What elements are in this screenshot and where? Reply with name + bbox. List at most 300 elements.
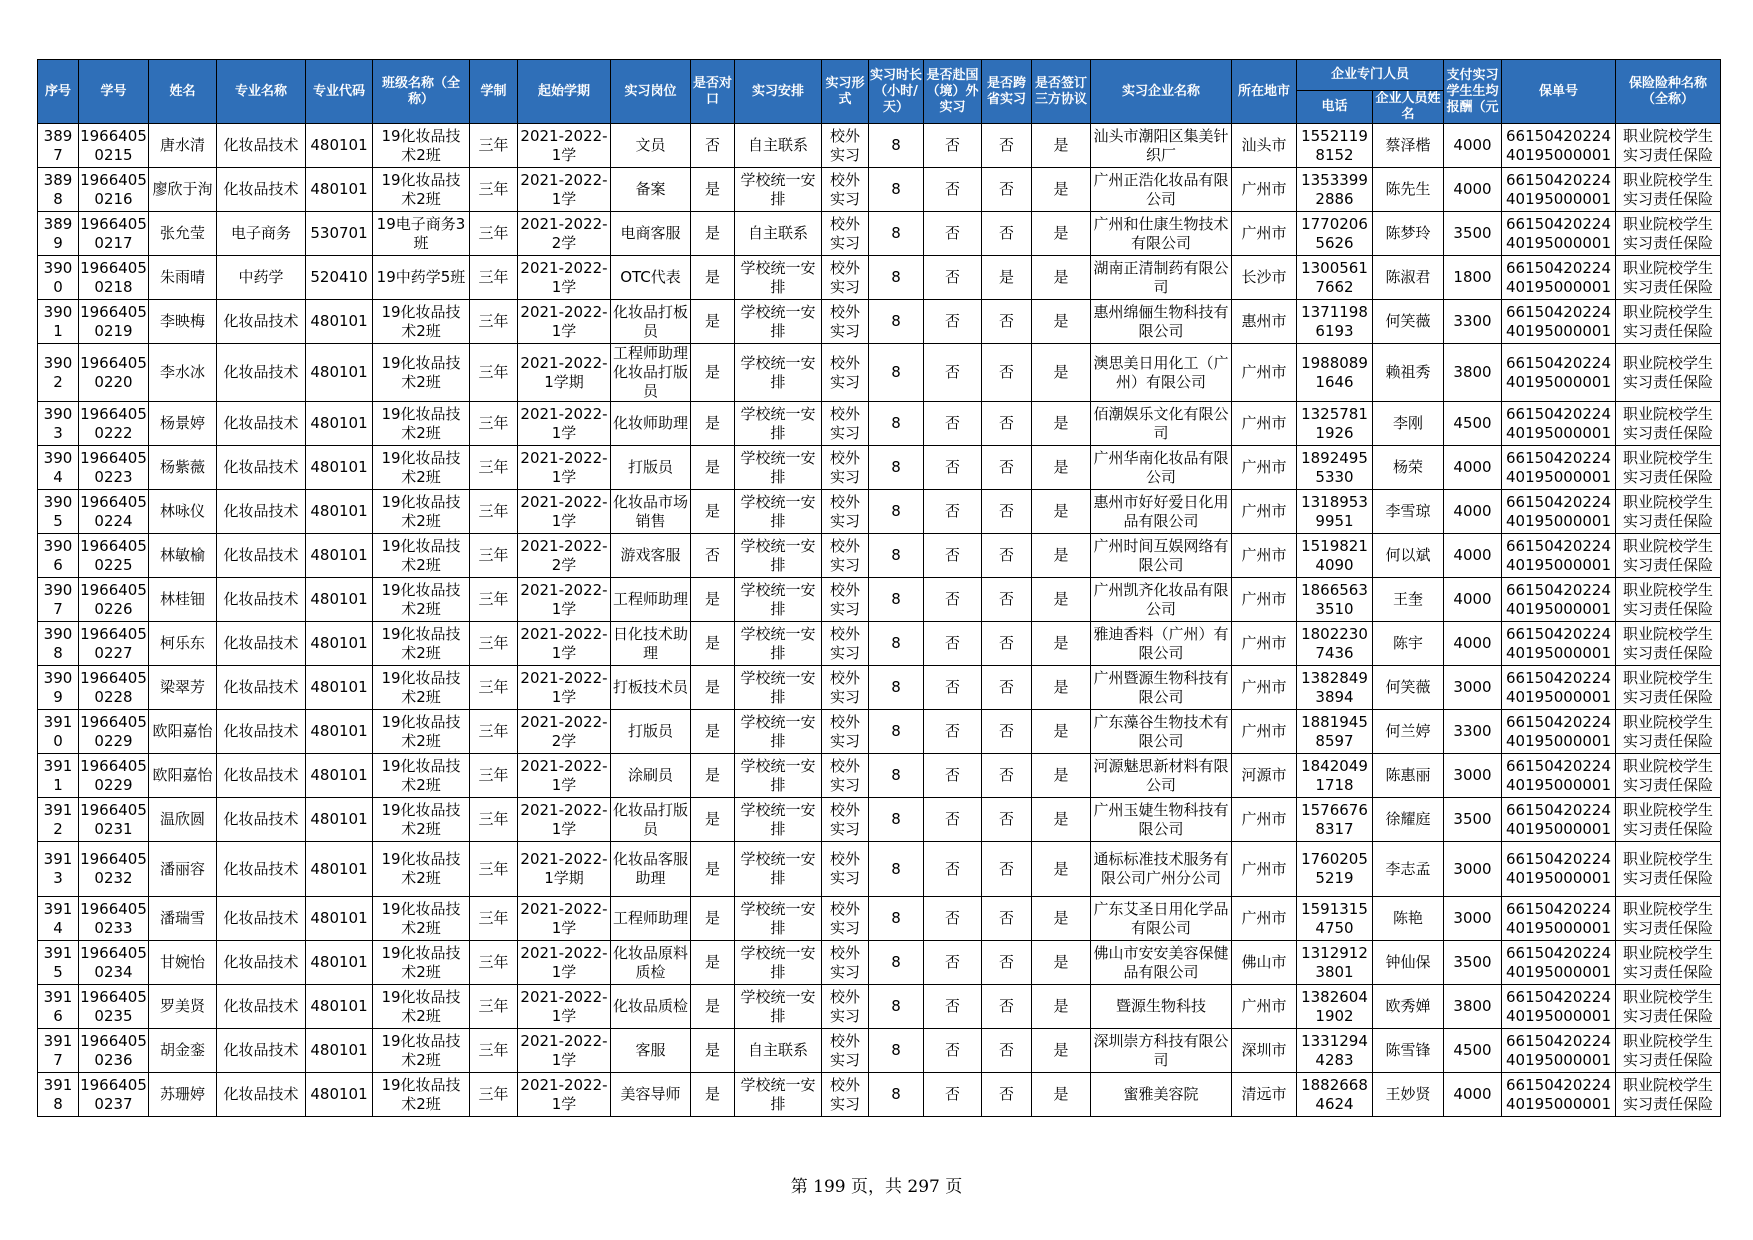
cell-class-name: 19化妆品技术2班 — [373, 622, 470, 666]
cell-start-term: 2021-2022-1学 — [518, 897, 611, 941]
cell-pay: 4000 — [1444, 1073, 1502, 1117]
cell-duration: 三年 — [470, 897, 518, 941]
cell-seq: 3918 — [38, 1073, 79, 1117]
cell-matched: 是 — [691, 578, 735, 622]
cell-class-name: 19化妆品技术2班 — [373, 897, 470, 941]
cell-company: 佰潮娱乐文化有限公司 — [1091, 402, 1232, 446]
cell-pay: 4000 — [1444, 168, 1502, 212]
cell-contact-name: 钟仙保 — [1373, 941, 1444, 985]
cell-tripartite: 是 — [1032, 622, 1091, 666]
cell-insurance: 职业院校学生实习责任保险 — [1616, 622, 1721, 666]
cell-phone: 18420491718 — [1297, 754, 1373, 798]
header-position: 实习岗位 — [611, 60, 691, 124]
table-row — [38, 666, 1721, 710]
cell-insurance: 职业院校学生实习责任保险 — [1616, 344, 1721, 402]
table-row — [38, 212, 1721, 256]
cell-phone: 13828493894 — [1297, 666, 1373, 710]
header-start-term: 起始学期 — [518, 60, 611, 124]
cell-company: 汕头市潮阳区集美针织厂 — [1091, 124, 1232, 168]
table-row — [38, 402, 1721, 446]
cell-form: 校外实习 — [822, 446, 869, 490]
cell-phone: 18819458597 — [1297, 710, 1373, 754]
cell-city: 广州市 — [1232, 402, 1297, 446]
cell-insurance: 职业院校学生实习责任保险 — [1616, 1073, 1721, 1117]
cell-name: 欧阳嘉怡 — [149, 710, 217, 754]
cell-start-term: 2021-2022-1学 — [518, 490, 611, 534]
cell-company: 深圳崇方科技有限公司 — [1091, 1029, 1232, 1073]
cell-form: 校外实习 — [822, 985, 869, 1029]
cell-tripartite: 是 — [1032, 212, 1091, 256]
cell-company: 通标标准技术服务有限公司广州分公司 — [1091, 842, 1232, 897]
cell-pay: 4500 — [1444, 402, 1502, 446]
header-abroad: 是否赴国（境）外实习 — [924, 60, 982, 124]
cell-student-id: 19664050234 — [79, 941, 149, 985]
cell-cross-province: 否 — [982, 666, 1032, 710]
header-pay: 支付实习学生生均报酬（元 — [1444, 60, 1502, 124]
cell-insurance: 职业院校学生实习责任保险 — [1616, 446, 1721, 490]
cell-hours: 8 — [869, 622, 924, 666]
table-row — [38, 754, 1721, 798]
cell-company: 河源魅思新材料有限公司 — [1091, 754, 1232, 798]
cell-form: 校外实习 — [822, 212, 869, 256]
cell-duration: 三年 — [470, 1073, 518, 1117]
cell-cross-province: 否 — [982, 212, 1032, 256]
cell-student-id: 19664050229 — [79, 710, 149, 754]
cell-arrangement: 学校统一安排 — [735, 490, 822, 534]
cell-cross-province: 否 — [982, 622, 1032, 666]
cell-student-id: 19664050220 — [79, 344, 149, 402]
cell-major-code: 480101 — [306, 798, 373, 842]
cell-cross-province: 否 — [982, 490, 1032, 534]
cell-contact-name: 陈梦玲 — [1373, 212, 1444, 256]
cell-seq: 3914 — [38, 897, 79, 941]
cell-insurance: 职业院校学生实习责任保险 — [1616, 578, 1721, 622]
cell-cross-province: 否 — [982, 1029, 1032, 1073]
cell-student-id: 19664050218 — [79, 256, 149, 300]
cell-major-name: 化妆品技术 — [217, 344, 306, 402]
cell-company: 澳思美日用化工（广州）有限公司 — [1091, 344, 1232, 402]
cell-phone: 18826684624 — [1297, 1073, 1373, 1117]
cell-start-term: 2021-2022-2学 — [518, 710, 611, 754]
cell-major-name: 化妆品技术 — [217, 941, 306, 985]
cell-major-name: 电子商务 — [217, 212, 306, 256]
cell-seq: 3898 — [38, 168, 79, 212]
cell-seq: 3917 — [38, 1029, 79, 1073]
cell-insurance: 职业院校学生实习责任保险 — [1616, 168, 1721, 212]
cell-matched: 是 — [691, 256, 735, 300]
cell-student-id: 19664050224 — [79, 490, 149, 534]
cell-matched: 是 — [691, 490, 735, 534]
cell-duration: 三年 — [470, 124, 518, 168]
cell-hours: 8 — [869, 666, 924, 710]
cell-student-id: 19664050223 — [79, 446, 149, 490]
cell-class-name: 19化妆品技术2班 — [373, 1073, 470, 1117]
cell-arrangement: 自主联系 — [735, 124, 822, 168]
cell-company: 广东艾圣日用化学品有限公司 — [1091, 897, 1232, 941]
cell-abroad: 否 — [924, 446, 982, 490]
cell-hours: 8 — [869, 168, 924, 212]
cell-city: 广州市 — [1232, 490, 1297, 534]
header-major-name: 专业名称 — [217, 60, 306, 124]
cell-matched: 是 — [691, 897, 735, 941]
cell-position: 打板技术员 — [611, 666, 691, 710]
cell-start-term: 2021-2022-2学 — [518, 534, 611, 578]
cell-city: 清远市 — [1232, 1073, 1297, 1117]
cell-arrangement: 学校统一安排 — [735, 941, 822, 985]
cell-class-name: 19化妆品技术2班 — [373, 446, 470, 490]
cell-contact-name: 赖祖秀 — [1373, 344, 1444, 402]
cell-cross-province: 否 — [982, 446, 1032, 490]
cell-class-name: 19化妆品技术2班 — [373, 941, 470, 985]
table-row — [38, 842, 1721, 897]
cell-tripartite: 是 — [1032, 446, 1091, 490]
cell-position: 化妆品质检 — [611, 985, 691, 1029]
cell-hours: 8 — [869, 842, 924, 897]
cell-major-name: 化妆品技术 — [217, 300, 306, 344]
cell-student-id: 19664050235 — [79, 985, 149, 1029]
cell-pay: 3000 — [1444, 842, 1502, 897]
cell-class-name: 19化妆品技术2班 — [373, 344, 470, 402]
cell-contact-name: 陈宇 — [1373, 622, 1444, 666]
cell-arrangement: 学校统一安排 — [735, 446, 822, 490]
cell-abroad: 否 — [924, 754, 982, 798]
cell-start-term: 2021-2022-1学 — [518, 300, 611, 344]
cell-contact-name: 陈淑君 — [1373, 256, 1444, 300]
cell-matched: 是 — [691, 985, 735, 1029]
header-contact-name: 企业人员姓名 — [1373, 91, 1444, 124]
cell-insurance: 职业院校学生实习责任保险 — [1616, 124, 1721, 168]
cell-phone: 13826041902 — [1297, 985, 1373, 1029]
cell-policy-no: 6615042022440195000001 — [1502, 168, 1616, 212]
cell-company: 蜜雅美容院 — [1091, 1073, 1232, 1117]
cell-major-code: 480101 — [306, 897, 373, 941]
cell-name: 杨紫薇 — [149, 446, 217, 490]
cell-company: 惠州市好好爱日化用品有限公司 — [1091, 490, 1232, 534]
cell-position: 日化技术助理 — [611, 622, 691, 666]
header-policy-no: 保单号 — [1502, 60, 1616, 124]
cell-pay: 3000 — [1444, 897, 1502, 941]
cell-policy-no: 6615042022440195000001 — [1502, 622, 1616, 666]
cell-matched: 是 — [691, 798, 735, 842]
cell-arrangement: 学校统一安排 — [735, 402, 822, 446]
cell-policy-no: 6615042022440195000001 — [1502, 446, 1616, 490]
cell-seq: 3906 — [38, 534, 79, 578]
cell-duration: 三年 — [470, 446, 518, 490]
cell-name: 潘丽容 — [149, 842, 217, 897]
cell-arrangement: 学校统一安排 — [735, 168, 822, 212]
cell-tripartite: 是 — [1032, 490, 1091, 534]
cell-matched: 是 — [691, 842, 735, 897]
cell-tripartite: 是 — [1032, 534, 1091, 578]
cell-name: 林咏仪 — [149, 490, 217, 534]
table-body — [38, 124, 1721, 1117]
cell-hours: 8 — [869, 1073, 924, 1117]
cell-contact-name: 李志孟 — [1373, 842, 1444, 897]
table-row — [38, 124, 1721, 168]
cell-tripartite: 是 — [1032, 1073, 1091, 1117]
cell-name: 甘婉怡 — [149, 941, 217, 985]
cell-duration: 三年 — [470, 754, 518, 798]
cell-pay: 3000 — [1444, 666, 1502, 710]
cell-cross-province: 否 — [982, 402, 1032, 446]
cell-city: 广州市 — [1232, 842, 1297, 897]
cell-class-name: 19化妆品技术2班 — [373, 842, 470, 897]
cell-hours: 8 — [869, 985, 924, 1029]
cell-position: 化妆品打板员 — [611, 300, 691, 344]
cell-start-term: 2021-2022-1学 — [518, 622, 611, 666]
cell-position: 化妆品打版员 — [611, 798, 691, 842]
cell-policy-no: 6615042022440195000001 — [1502, 534, 1616, 578]
cell-policy-no: 6615042022440195000001 — [1502, 256, 1616, 300]
cell-major-name: 化妆品技术 — [217, 490, 306, 534]
cell-cross-province: 否 — [982, 897, 1032, 941]
cell-name: 罗美贤 — [149, 985, 217, 1029]
cell-hours: 8 — [869, 578, 924, 622]
cell-abroad: 否 — [924, 490, 982, 534]
cell-phone: 18665633510 — [1297, 578, 1373, 622]
cell-abroad: 否 — [924, 1029, 982, 1073]
cell-insurance: 职业院校学生实习责任保险 — [1616, 798, 1721, 842]
cell-city: 深圳市 — [1232, 1029, 1297, 1073]
cell-seq: 3912 — [38, 798, 79, 842]
cell-major-name: 化妆品技术 — [217, 622, 306, 666]
cell-position: 电商客服 — [611, 212, 691, 256]
cell-tripartite: 是 — [1032, 666, 1091, 710]
cell-major-code: 480101 — [306, 168, 373, 212]
cell-form: 校外实习 — [822, 256, 869, 300]
cell-seq: 3897 — [38, 124, 79, 168]
cell-city: 广州市 — [1232, 710, 1297, 754]
cell-student-id: 19664050225 — [79, 534, 149, 578]
cell-name: 廖欣于洵 — [149, 168, 217, 212]
cell-tripartite: 是 — [1032, 710, 1091, 754]
cell-seq: 3913 — [38, 842, 79, 897]
cell-name: 欧阳嘉怡 — [149, 754, 217, 798]
cell-contact-name: 何以斌 — [1373, 534, 1444, 578]
cell-phone: 13533992886 — [1297, 168, 1373, 212]
cell-pay: 1800 — [1444, 256, 1502, 300]
cell-major-code: 480101 — [306, 941, 373, 985]
cell-major-name: 中药学 — [217, 256, 306, 300]
cell-cross-province: 否 — [982, 344, 1032, 402]
cell-policy-no: 6615042022440195000001 — [1502, 490, 1616, 534]
table-row — [38, 798, 1721, 842]
cell-hours: 8 — [869, 212, 924, 256]
cell-company: 广州时间互娱网络有限公司 — [1091, 534, 1232, 578]
cell-tripartite: 是 — [1032, 168, 1091, 212]
cell-duration: 三年 — [470, 402, 518, 446]
cell-class-name: 19化妆品技术2班 — [373, 798, 470, 842]
cell-abroad: 否 — [924, 300, 982, 344]
cell-seq: 3916 — [38, 985, 79, 1029]
cell-pay: 3500 — [1444, 798, 1502, 842]
cell-matched: 是 — [691, 710, 735, 754]
cell-tripartite: 是 — [1032, 985, 1091, 1029]
cell-seq: 3904 — [38, 446, 79, 490]
cell-major-name: 化妆品技术 — [217, 754, 306, 798]
cell-tripartite: 是 — [1032, 798, 1091, 842]
cell-duration: 三年 — [470, 212, 518, 256]
cell-hours: 8 — [869, 710, 924, 754]
cell-arrangement: 学校统一安排 — [735, 985, 822, 1029]
cell-company: 湖南正清制药有限公司 — [1091, 256, 1232, 300]
cell-tripartite: 是 — [1032, 578, 1091, 622]
cell-phone: 15913154750 — [1297, 897, 1373, 941]
cell-cross-province: 否 — [982, 941, 1032, 985]
cell-position: 打版员 — [611, 710, 691, 754]
cell-arrangement: 学校统一安排 — [735, 622, 822, 666]
cell-hours: 8 — [869, 402, 924, 446]
internship-table — [37, 59, 1721, 1117]
header-phone: 电话 — [1297, 91, 1373, 124]
cell-duration: 三年 — [470, 534, 518, 578]
cell-start-term: 2021-2022-1学 — [518, 666, 611, 710]
cell-cross-province: 否 — [982, 534, 1032, 578]
cell-arrangement: 学校统一安排 — [735, 710, 822, 754]
cell-contact-name: 陈艳 — [1373, 897, 1444, 941]
cell-policy-no: 6615042022440195000001 — [1502, 897, 1616, 941]
cell-policy-no: 6615042022440195000001 — [1502, 402, 1616, 446]
cell-cross-province: 否 — [982, 578, 1032, 622]
cell-major-name: 化妆品技术 — [217, 710, 306, 754]
cell-pay: 4000 — [1444, 446, 1502, 490]
cell-student-id: 19664050216 — [79, 168, 149, 212]
cell-pay: 3800 — [1444, 985, 1502, 1029]
cell-contact-name: 陈雪锋 — [1373, 1029, 1444, 1073]
cell-abroad: 否 — [924, 622, 982, 666]
cell-contact-name: 王妙贤 — [1373, 1073, 1444, 1117]
cell-city: 广州市 — [1232, 666, 1297, 710]
cell-abroad: 否 — [924, 402, 982, 446]
cell-matched: 是 — [691, 754, 735, 798]
cell-major-code: 480101 — [306, 300, 373, 344]
cell-matched: 是 — [691, 666, 735, 710]
cell-class-name: 19化妆品技术2班 — [373, 490, 470, 534]
cell-tripartite: 是 — [1032, 941, 1091, 985]
table-row — [38, 941, 1721, 985]
cell-name: 柯乐东 — [149, 622, 217, 666]
cell-phone: 13257811926 — [1297, 402, 1373, 446]
cell-name: 潘瑞雪 — [149, 897, 217, 941]
table-row — [38, 1073, 1721, 1117]
header-company: 实习企业名称 — [1091, 60, 1232, 124]
cell-arrangement: 自主联系 — [735, 1029, 822, 1073]
cell-city: 汕头市 — [1232, 124, 1297, 168]
cell-position: 化妆师助理 — [611, 402, 691, 446]
cell-matched: 否 — [691, 124, 735, 168]
cell-cross-province: 否 — [982, 124, 1032, 168]
cell-major-name: 化妆品技术 — [217, 666, 306, 710]
cell-cross-province: 否 — [982, 168, 1032, 212]
cell-position: 工程师助理 — [611, 578, 691, 622]
cell-matched: 是 — [691, 402, 735, 446]
cell-cross-province: 是 — [982, 256, 1032, 300]
header-cross-province: 是否跨省实习 — [982, 60, 1032, 124]
cell-student-id: 19664050232 — [79, 842, 149, 897]
cell-start-term: 2021-2022-1学 — [518, 256, 611, 300]
cell-matched: 是 — [691, 1029, 735, 1073]
header-city: 所在地市 — [1232, 60, 1297, 124]
cell-contact-name: 李雪琼 — [1373, 490, 1444, 534]
cell-abroad: 否 — [924, 985, 982, 1029]
cell-major-name: 化妆品技术 — [217, 798, 306, 842]
cell-abroad: 否 — [924, 168, 982, 212]
cell-policy-no: 6615042022440195000001 — [1502, 666, 1616, 710]
cell-class-name: 19中药学5班 — [373, 256, 470, 300]
cell-form: 校外实习 — [822, 1073, 869, 1117]
cell-major-name: 化妆品技术 — [217, 124, 306, 168]
cell-class-name: 19化妆品技术2班 — [373, 710, 470, 754]
cell-policy-no: 6615042022440195000001 — [1502, 941, 1616, 985]
cell-matched: 是 — [691, 168, 735, 212]
cell-contact-name: 王奎 — [1373, 578, 1444, 622]
cell-city: 广州市 — [1232, 985, 1297, 1029]
cell-major-code: 530701 — [306, 212, 373, 256]
cell-company: 广州和仕康生物技术有限公司 — [1091, 212, 1232, 256]
cell-policy-no: 6615042022440195000001 — [1502, 985, 1616, 1029]
cell-arrangement: 学校统一安排 — [735, 1073, 822, 1117]
cell-duration: 三年 — [470, 578, 518, 622]
cell-major-code: 480101 — [306, 446, 373, 490]
cell-hours: 8 — [869, 300, 924, 344]
cell-start-term: 2021-2022-1学 — [518, 985, 611, 1029]
cell-contact-name: 何笑薇 — [1373, 300, 1444, 344]
cell-start-term: 2021-2022-1学 — [518, 578, 611, 622]
cell-arrangement: 学校统一安排 — [735, 578, 822, 622]
cell-name: 梁翠芳 — [149, 666, 217, 710]
cell-city: 广州市 — [1232, 168, 1297, 212]
cell-matched: 是 — [691, 446, 735, 490]
cell-abroad: 否 — [924, 666, 982, 710]
cell-position: 工程师助理化妆品打版员 — [611, 344, 691, 402]
cell-duration: 三年 — [470, 622, 518, 666]
header-form: 实习形式 — [822, 60, 869, 124]
cell-duration: 三年 — [470, 798, 518, 842]
cell-student-id: 19664050229 — [79, 754, 149, 798]
cell-form: 校外实习 — [822, 897, 869, 941]
cell-seq: 3902 — [38, 344, 79, 402]
cell-class-name: 19化妆品技术2班 — [373, 754, 470, 798]
cell-form: 校外实习 — [822, 300, 869, 344]
cell-pay: 4000 — [1444, 578, 1502, 622]
header-hours: 实习时长（小时/天） — [869, 60, 924, 124]
cell-arrangement: 学校统一安排 — [735, 754, 822, 798]
cell-pay: 3800 — [1444, 344, 1502, 402]
cell-major-name: 化妆品技术 — [217, 402, 306, 446]
cell-tripartite: 是 — [1032, 300, 1091, 344]
cell-contact-name: 蔡泽楷 — [1373, 124, 1444, 168]
cell-company: 广州暨源生物科技有限公司 — [1091, 666, 1232, 710]
cell-form: 校外实习 — [822, 754, 869, 798]
cell-major-code: 480101 — [306, 622, 373, 666]
cell-abroad: 否 — [924, 344, 982, 402]
cell-seq: 3909 — [38, 666, 79, 710]
cell-phone: 15521198152 — [1297, 124, 1373, 168]
cell-seq: 3905 — [38, 490, 79, 534]
cell-hours: 8 — [869, 897, 924, 941]
cell-matched: 是 — [691, 300, 735, 344]
cell-policy-no: 6615042022440195000001 — [1502, 798, 1616, 842]
cell-duration: 三年 — [470, 666, 518, 710]
cell-insurance: 职业院校学生实习责任保险 — [1616, 842, 1721, 897]
cell-tripartite: 是 — [1032, 124, 1091, 168]
cell-arrangement: 学校统一安排 — [735, 842, 822, 897]
cell-pay: 3500 — [1444, 212, 1502, 256]
cell-abroad: 否 — [924, 941, 982, 985]
cell-matched: 是 — [691, 622, 735, 666]
cell-phone: 13005617662 — [1297, 256, 1373, 300]
cell-city: 惠州市 — [1232, 300, 1297, 344]
